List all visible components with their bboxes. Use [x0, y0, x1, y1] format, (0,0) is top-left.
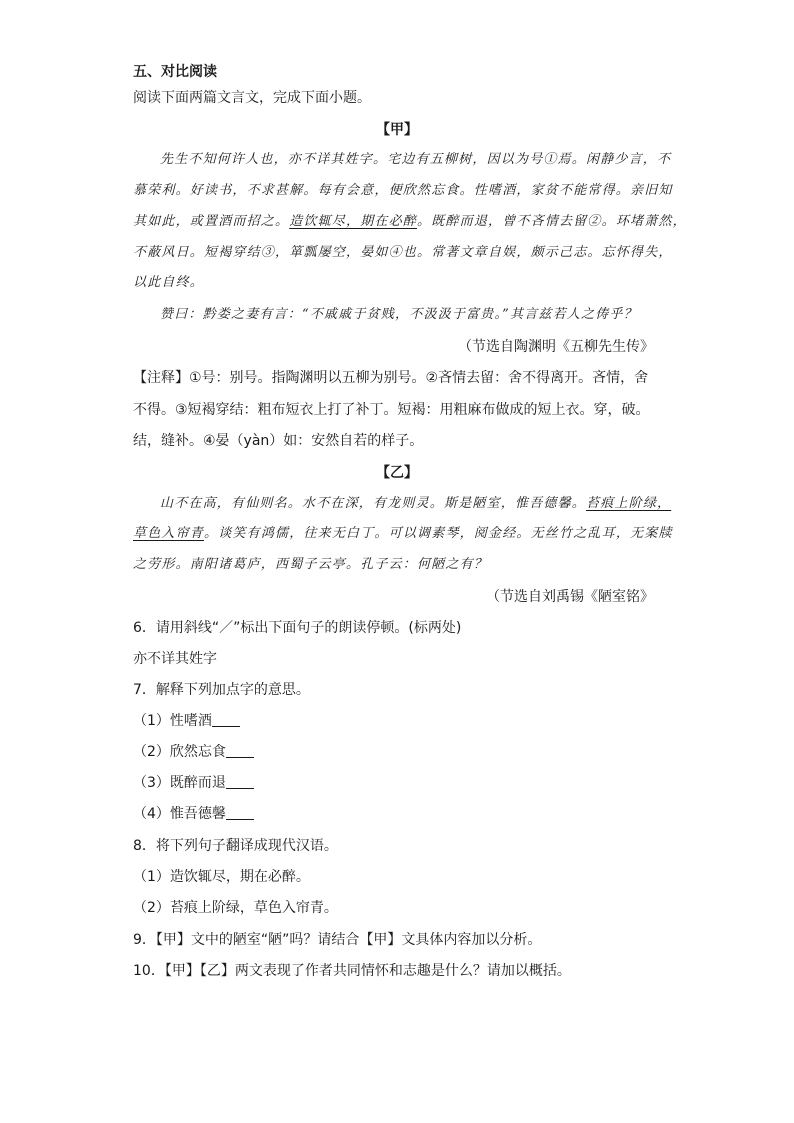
- passage-yi-line-2: [133, 524, 673, 544]
- answer-blank[interactable]: [212, 712, 240, 727]
- notes-line-2: 不得。③短褐穿结：粗布短衣上打了补丁。短褐：用粗麻布做成的短上衣。穿，破。: [133, 402, 650, 418]
- passage-yi-underlined-part-1: 苔痕上阶绿，: [586, 496, 672, 511]
- notes-line-1: 【注释】①号：别号。指陶渊明以五柳为别号。②吝情去留：舍不得离开。吝情，舍: [133, 370, 649, 386]
- question-9: 9．【甲】文中的陋室“陋”吗？请结合【甲】文具体内容加以分析。: [133, 932, 542, 948]
- passage-jia-underlined-sentence: 造饮辄尽，期在必醉: [289, 214, 418, 229]
- question-8-item-1: （1）造饮辄尽，期在必醉。: [133, 869, 310, 885]
- passage-yi-line-1: [160, 494, 671, 514]
- question-7-item-3: [133, 773, 254, 793]
- question-6: 6．请用斜线“／”标出下面句子的朗读停顿。(标两处): [133, 620, 462, 636]
- passage-yi-line-3: 之劳形。南阳诸葛庐，西蜀子云亭。孔子云：何陋之有？: [133, 557, 489, 572]
- question-7-item-1-text: （1）性嗜酒: [133, 713, 212, 729]
- passage-jia-line-1: 先生不知何许人也，亦不详其姓字。宅边有五柳树，因以为号①焉。闲静少言，不: [160, 152, 672, 167]
- question-7-item-1: [133, 711, 240, 731]
- passage-jia-line-4: 不蔽风日。短褐穿结③，箪瓢屡空，晏如④也。常著文章自娱，颇示己志。忘怀得失，: [133, 245, 673, 260]
- passage-jia-source: （节选自陶渊明《五柳先生传》: [458, 339, 654, 355]
- question-7-item-3-text: （3）既醉而退: [133, 775, 226, 791]
- question-10: 10．【甲】【乙】两文表现了作者共同情怀和志趣是什么？请加以概括。: [133, 963, 571, 979]
- passage-jia-line-3: [133, 212, 687, 232]
- passage-jia-line-2: 慕荣利。好读书，不求甚解。每有会意，便欣然忘食。性嗜酒，家贫不能常得。亲旧知: [133, 183, 673, 198]
- answer-blank[interactable]: [226, 743, 254, 758]
- passage-yi-line-2-end: 。谈笑有鸿儒，往来无白丁。可以调素琴，阅金经。无丝竹之乱耳，无案牍: [204, 526, 673, 541]
- notes-line-3: 结，缝补。④晏（yàn）如：安然自若的样子。: [133, 433, 424, 449]
- question-8-item-2: （2）苔痕上阶绿，草色入帘青。: [133, 900, 338, 916]
- passage-jia-line-3-end: 。既醉而退，曾不吝情去留②。环堵萧然，: [417, 214, 687, 229]
- passage-jia-line-3-start: 其如此，或置酒而招之。: [133, 214, 290, 229]
- question-7-item-2: [133, 742, 254, 762]
- section-title: 五、对比阅读: [133, 64, 217, 80]
- passage-yi-underlined-part-2: 草色入帘青: [133, 526, 205, 541]
- passage-yi-line-1-start: 山不在高，有仙则名。水不在深，有龙则灵。斯是陋室，惟吾德馨。: [160, 496, 587, 511]
- passage-jia-zan: 赞曰：黔娄之妻有言：“不戚戚于贫贱，不汲汲于富贵。”其言兹若人之俦乎？: [160, 307, 638, 322]
- section-instruction: 阅读下面两篇文言文，完成下面小题。: [133, 90, 371, 106]
- question-8: 8．将下列句子翻译成现代汉语。: [133, 838, 338, 854]
- passage-jia-line-5: 以此自终。: [133, 275, 205, 290]
- question-7-item-4-text: （4）惟吾德馨: [133, 806, 226, 822]
- answer-blank[interactable]: [226, 774, 254, 789]
- question-7: 7．解释下列加点字的意思。: [133, 682, 310, 698]
- answer-blank[interactable]: [226, 805, 254, 820]
- question-6-sentence: 亦不详其姓字: [133, 651, 217, 667]
- question-7-item-2-text: （2）欣然忘食: [133, 744, 226, 760]
- question-7-item-4: [133, 804, 254, 824]
- passage-jia-heading: 【甲】: [376, 122, 418, 138]
- passage-yi-heading: 【乙】: [376, 465, 418, 481]
- passage-yi-source: （节选自刘禹锡《陋室铭》: [486, 589, 654, 605]
